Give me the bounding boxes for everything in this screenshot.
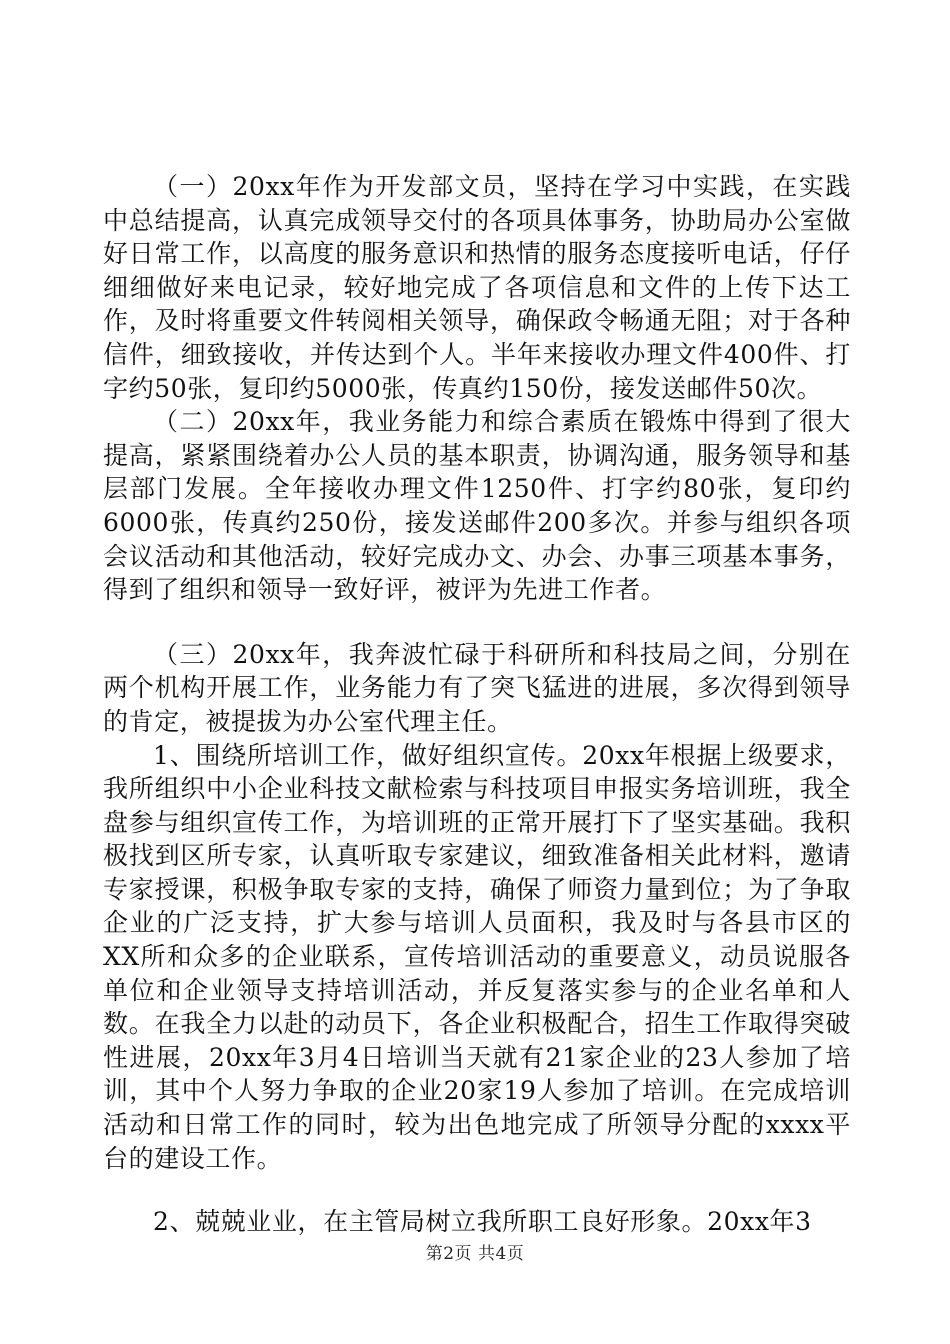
page-footer: 第2页 共4页 — [425, 1244, 525, 1264]
paragraph-3: （三）20xx年，我奔波忙碌于科研所和科技局之间，分别在两个机构开展工作，业务能力有了突飞猛进的进展，多次得到领导的肯定，被提拔为办公室代理主任。 — [103, 639, 851, 736]
paragraph-5: 2、兢兢业业，在主管局树立我所职工良好形象。20xx年3 — [153, 1207, 812, 1237]
paragraph-2: （二）20xx年，我业务能力和综合素质在锻炼中得到了很大提高，紧紧围绕着办公人员的基本职责，协调沟通，服务领导和基层部门发展。全年接收办理文件1250件、打字约80张，复印约6000张，传真约250份，接发送邮件200多次。并参与组织各项会议活动和其他活动，较好完成办文、办会、办事三项基本事务，得到了组织和领导一致好评，被评为先进工作者。 — [103, 407, 851, 605]
document-body — [103, 170, 851, 1239]
paragraph-1: （一）20xx年作为开发部文员，坚持在学习中实践，在实践中总结提高，认真完成领导交付的各项具体事务，协助局办公室做好日常工作，以高度的服务意识和热情的服务态度接听电话，仔仔细细做好来电记录，较好地完成了各项信息和文件的上传下达工作，及时将重要文件转阅相关领导，确保政令畅通无阻；对于各种信件，细致接收，并传达到个人。半年来接收办理文件400件、打字约50张，复印约5000张，传真约150份，接发送邮件50次。 — [103, 172, 851, 403]
paragraph-spacer — [103, 1175, 851, 1205]
paragraph-4: 1、围绕所培训工作，做好组织宣传。20xx年根据上级要求，我所组织中小企业科技文献检索与科技项目申报实务培训班，我全盘参与组织宣传工作，为培训班的正常开展打下了坚实基础。我积极找到区所专家，认真听取专家建议，细致准备相关此材料，邀请专家授课，积极争取专家的支持，确保了师资力量到位；为了争取企业的广泛支持，扩大参与培训人员面积，我及时与各县市区的XX所和众多的企业联系，宣传培训活动的重要意义，动员说服各单位和企业领导支持培训活动，并反复落实参与的企业名单和人数。在我全力以赴的动员下，各企业积极配合，招生工作取得突破性进展，20xx年3月4日培训当天就有21家企业的23人参加了培训，其中个人努力争取的企业20家19人参加了培训。在完成培训活动和日常工作的同时，较为出色地完成了所领导分配的xxxx平台的建设工作。 — [103, 740, 851, 1173]
paragraph-spacer — [103, 607, 851, 638]
